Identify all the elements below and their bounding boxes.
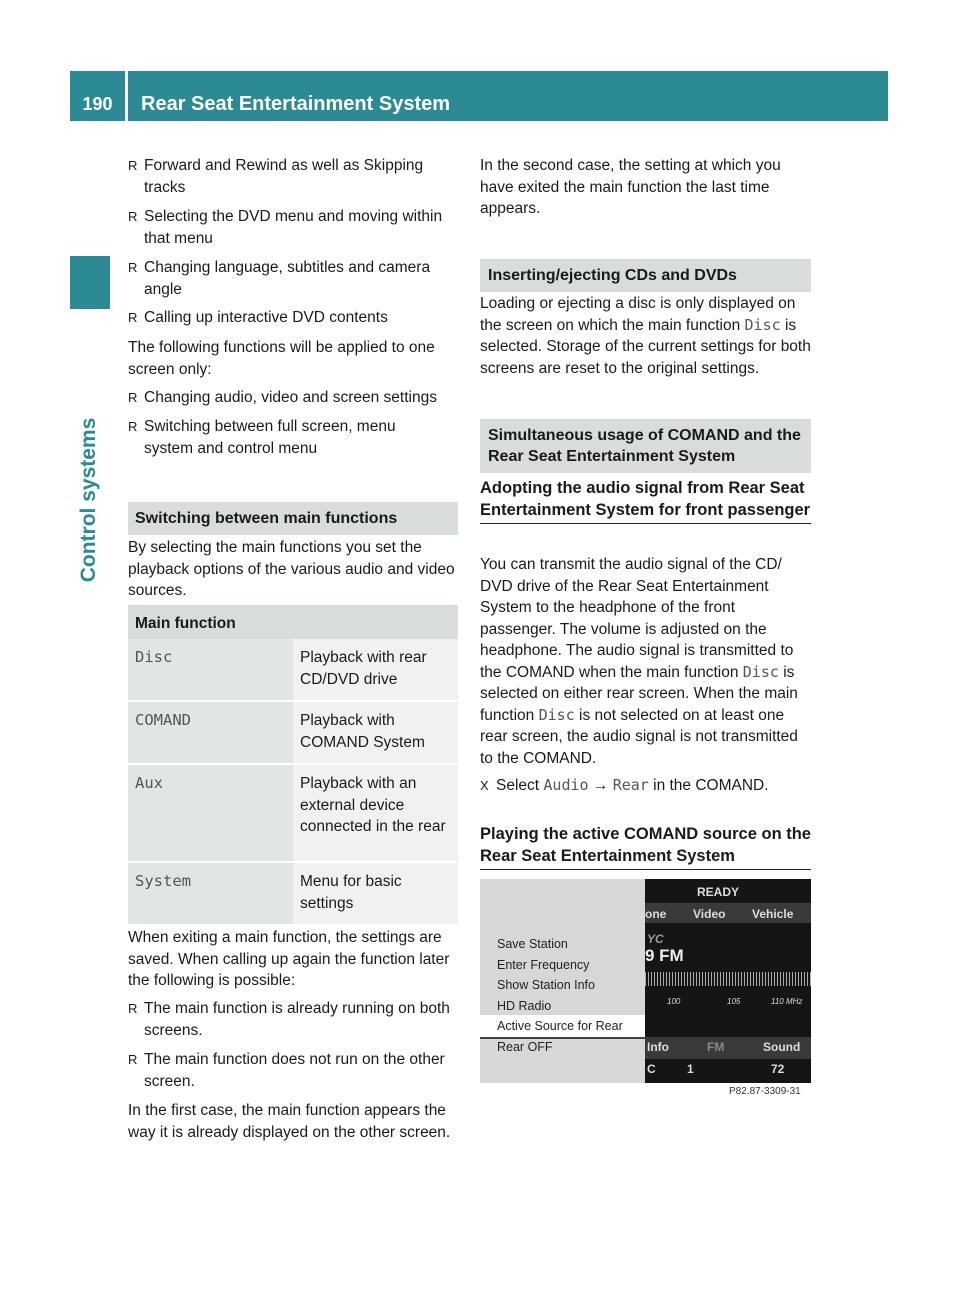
section-heading: Inserting/ejecting CDs and DVDs (480, 259, 811, 292)
comand-screen-illustration (480, 879, 811, 1083)
bullet-item (128, 307, 460, 329)
tab-label: Sound (763, 1040, 801, 1054)
table-cell-description: Playback with rear CD/DVD drive (293, 639, 458, 701)
tab-label: FM (707, 1040, 725, 1054)
bullet-item (128, 206, 460, 249)
menu-item: Save Station (497, 937, 568, 951)
header-separator (125, 71, 128, 121)
paragraph: By selecting the main functions you set the playback options of the various audio and video sources. (128, 539, 455, 599)
bullet-text: Changing language, subtitles and camera angle (144, 259, 431, 298)
table-header-cell (293, 605, 458, 639)
bottom-value: 72 (771, 1062, 785, 1076)
table-row (128, 639, 458, 701)
bullet-item (128, 155, 460, 198)
text-run: is selected on either rear screen. When the main function (480, 663, 798, 724)
table-cell-function: Aux (128, 764, 293, 862)
text-run: is selected. Storage of the current settings for both screens are reset to the original settings. (480, 316, 811, 377)
paragraph: When exiting a main function, the settings are saved. When calling up again the function later the following is possible: (128, 929, 450, 989)
bullet-marker: R (128, 390, 138, 405)
table-row (128, 701, 458, 764)
text-run: Loading or ejecting a disc is only displayed on the screen on which the main function (480, 295, 796, 334)
display-text: Rear (612, 776, 649, 794)
scale-tick: 105 (727, 997, 741, 1006)
status-text: READY (697, 885, 740, 899)
display-text: Disc (538, 705, 575, 724)
bullet-item (128, 257, 460, 300)
table-header-cell: Main function (128, 605, 293, 639)
bullet-text: The main function is already running on both screens. (144, 1000, 450, 1039)
bullet-text: Changing audio, video and screen settings (144, 389, 437, 406)
paragraph: The following functions will be applied to one screen only: (128, 339, 435, 378)
table-cell-function: COMAND (128, 701, 293, 764)
bullet-text: Switching between full screen, menu system and control menu (144, 418, 396, 457)
bullet-marker: R (128, 260, 138, 275)
scale-tick: 100 (667, 997, 681, 1006)
bullet-marker: R (128, 1001, 138, 1016)
main-function-table (128, 605, 458, 926)
menu-item: Show Station Info (497, 978, 595, 992)
paragraph: In the second case, the setting at which you have exited the main function the last time appears. (480, 157, 781, 217)
display-text: Disc (744, 315, 781, 334)
bullet-text: The main function does not run on the other screen. (144, 1051, 445, 1090)
bullet-marker: R (128, 310, 138, 325)
menu-item: Enter Frequency (497, 958, 590, 972)
tab-label: one (645, 907, 667, 921)
bottom-value: C (647, 1062, 656, 1076)
bullet-marker: R (128, 158, 138, 173)
page-number: 190 (82, 94, 113, 114)
paragraph: In the first case, the main function appears the way it is already displayed on the other screen. (128, 1102, 451, 1141)
menu-item: HD Radio (497, 999, 552, 1013)
display-text: Audio (543, 776, 589, 794)
tab-label: Vehicle (752, 907, 794, 921)
section-heading: Switching between main functions (128, 502, 458, 535)
comand-menu (480, 879, 645, 1083)
bullet-item (128, 416, 428, 459)
bullet-text: Forward and Rewind as well as Skipping tracks (144, 157, 424, 196)
text-run: is not selected on at least one rear screen, the audio signal is not transmitted to the COMAND. (480, 706, 798, 767)
text-run: Select (496, 777, 540, 794)
paragraph (480, 293, 812, 379)
band-label: YC (647, 932, 664, 946)
bullet-text: Calling up interactive DVD contents (144, 309, 388, 326)
bottom-value: 1 (687, 1062, 694, 1076)
text-run: in the COMAND. (653, 777, 769, 794)
bullet-item (128, 1049, 460, 1092)
bullet-item (128, 387, 460, 409)
display-text: Disc (742, 662, 779, 681)
table-cell-description: Playback with COMAND System (293, 701, 458, 764)
frequency-display: 9 FM (645, 946, 684, 965)
step-marker: X (480, 778, 489, 793)
table-row (128, 862, 458, 925)
bullet-item (128, 998, 460, 1041)
bullet-marker: R (128, 1052, 138, 1067)
instruction-step (480, 775, 812, 797)
paragraph (480, 554, 814, 769)
bullet-marker: R (128, 209, 138, 224)
sidebar-chapter-label: Control systems (77, 417, 100, 583)
text-run: You can transmit the audio signal of the CD/ DVD drive of the Rear Seat Entertainment System to the headphone of the front passenger. The volume is adjusted on the headphone. The audio signal is transmitted to the COMAND when the main function (480, 556, 794, 681)
bullet-text: Selecting the DVD menu and moving within that menu (144, 208, 443, 247)
bullet-marker: R (128, 419, 138, 434)
page-title: Rear Seat Entertainment System (141, 93, 451, 115)
frequency-scale (645, 972, 811, 986)
tab-label: Info (647, 1040, 669, 1054)
table-cell-description: Menu for basic settings (293, 862, 458, 925)
menu-divider (480, 1037, 645, 1039)
menu-item: Active Source for Rear (497, 1019, 623, 1033)
table-cell-description: Playback with an external device connected in the rear (293, 764, 458, 862)
table-row (128, 764, 458, 862)
menu-item: Rear OFF (497, 1040, 553, 1054)
radio-display (645, 879, 811, 1083)
table-cell-function: System (128, 862, 293, 925)
section-heading: Simultaneous usage of COMAND and the Rear Seat Entertainment System (480, 419, 811, 473)
sidebar-tab-marker (70, 256, 110, 309)
tab-label: Video (693, 907, 726, 921)
subsection-heading: Adopting the audio signal from Rear Seat Entertainment System for front passenger (480, 478, 811, 524)
scale-tick: 110 MHz (771, 997, 803, 1006)
image-caption: P82.87-3309-31 (729, 1086, 801, 1097)
arrow-icon: → (592, 777, 609, 794)
subsection-heading: Playing the active COMAND source on the Rear Seat Entertainment System (480, 824, 811, 870)
table-header-row (128, 605, 458, 639)
table-cell-function: Disc (128, 639, 293, 701)
